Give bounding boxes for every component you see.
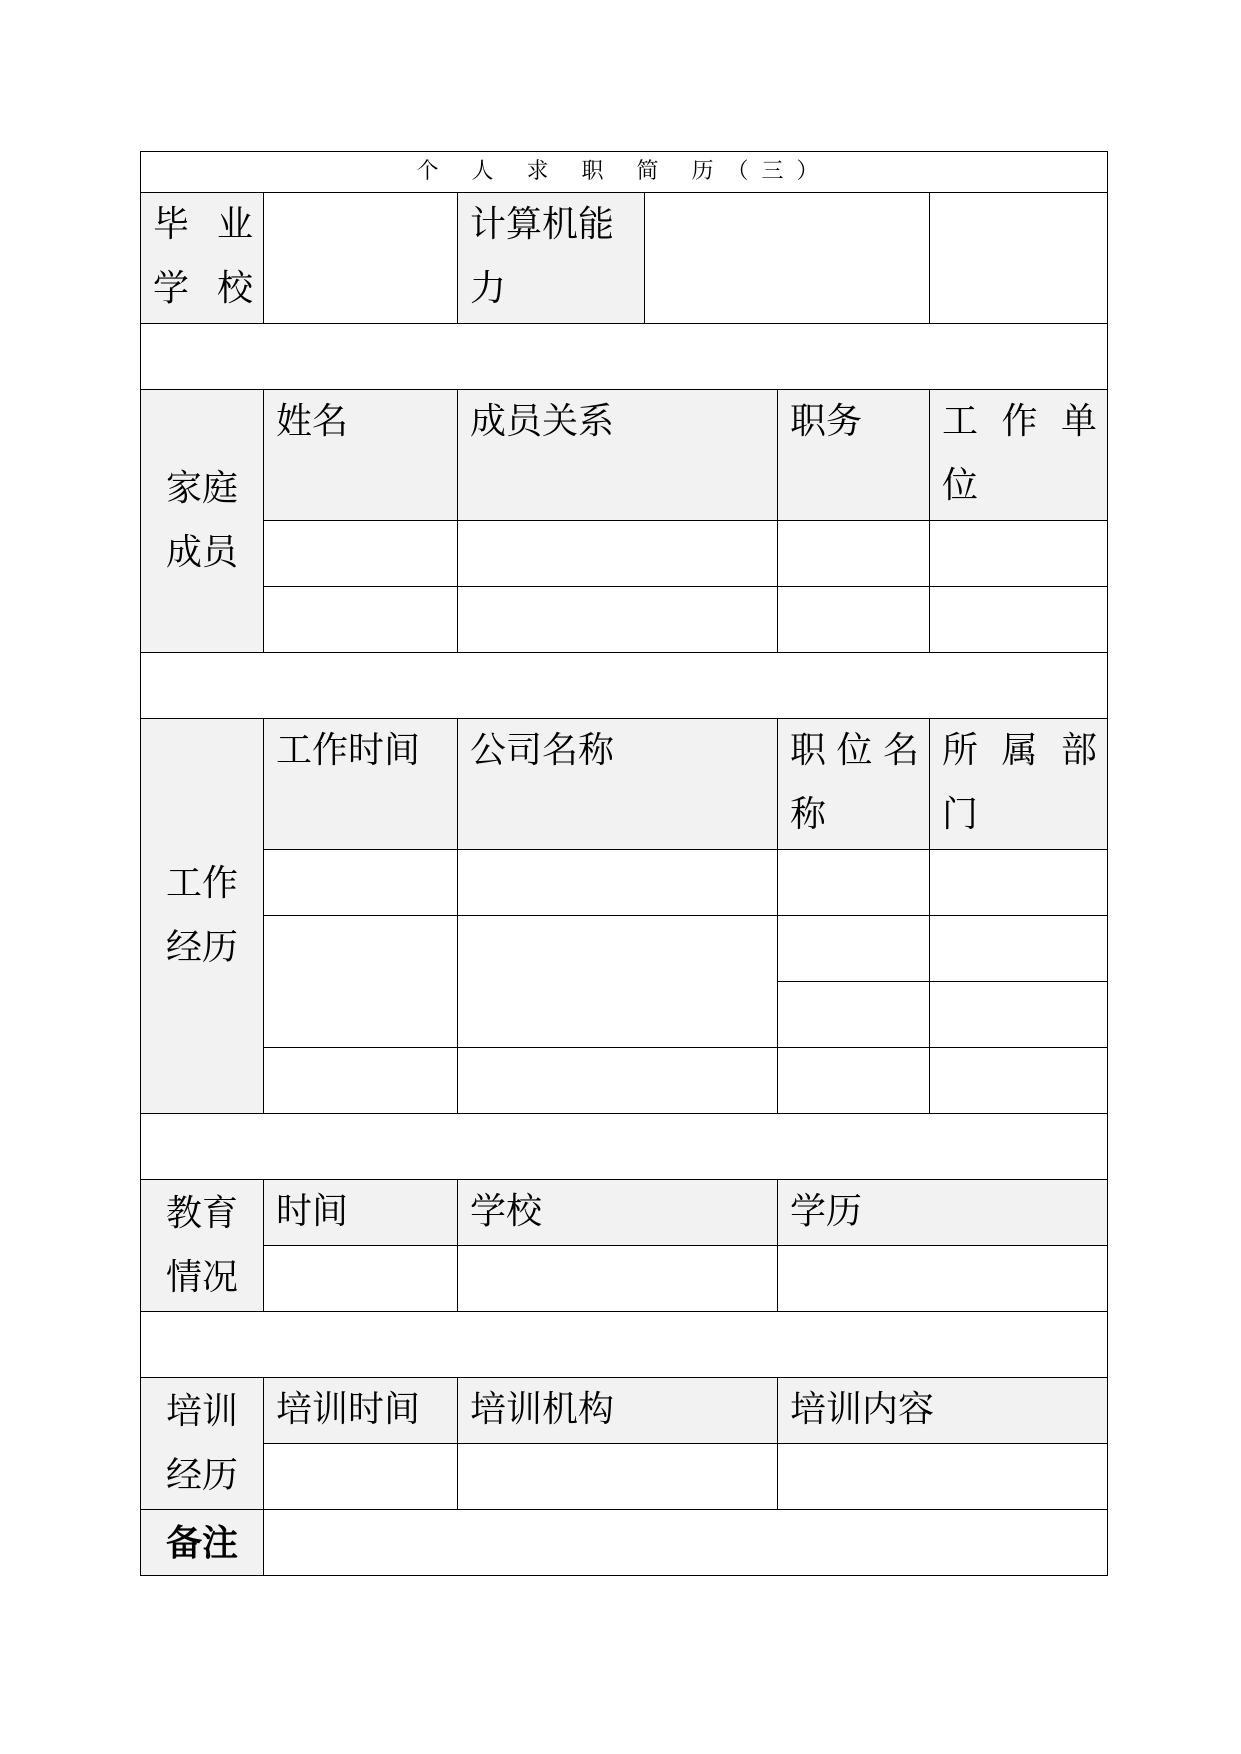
work-header-title: 职位名称 (778, 719, 930, 850)
training-time-field[interactable] (264, 1444, 458, 1510)
work-department-field[interactable] (930, 1048, 1108, 1114)
education-section-label: 教育情况 (141, 1180, 264, 1312)
work-period-field[interactable] (264, 916, 458, 1048)
work-department-field[interactable] (930, 916, 1108, 982)
family-header-name: 姓名 (264, 390, 458, 521)
spacer-row (141, 1114, 1108, 1180)
spacer-row (141, 653, 1108, 719)
work-department-field[interactable] (930, 850, 1108, 916)
work-period-field[interactable] (264, 850, 458, 916)
training-header-time: 培训时间 (264, 1378, 458, 1444)
family-relation-field[interactable] (458, 521, 778, 587)
work-section-label: 工作经历 (141, 719, 264, 1114)
work-header-department: 所 属 部门 (930, 719, 1108, 850)
spacer-row (141, 324, 1108, 390)
family-header-workplace: 工 作 单位 (930, 390, 1108, 521)
family-name-field[interactable] (264, 587, 458, 653)
work-header-company: 公司名称 (458, 719, 778, 850)
education-header-degree: 学历 (778, 1180, 1108, 1246)
training-header-content: 培训内容 (778, 1378, 1108, 1444)
training-header-institution: 培训机构 (458, 1378, 778, 1444)
education-school-field[interactable] (458, 1246, 778, 1312)
work-department-field[interactable] (930, 982, 1108, 1048)
work-period-field[interactable] (264, 1048, 458, 1114)
work-title-field[interactable] (778, 850, 930, 916)
family-position-field[interactable] (778, 521, 930, 587)
school-label: 毕 业 学校 (141, 193, 264, 324)
family-header-position: 职务 (778, 390, 930, 521)
work-title-field[interactable] (778, 916, 930, 982)
family-header-relation: 成员关系 (458, 390, 778, 521)
work-company-field[interactable] (458, 1048, 778, 1114)
family-workplace-field[interactable] (930, 521, 1108, 587)
work-company-field[interactable] (458, 850, 778, 916)
education-header-school: 学校 (458, 1180, 778, 1246)
family-section-label: 家庭成员 (141, 390, 264, 653)
training-section-label: 培训经历 (141, 1378, 264, 1510)
remarks-field[interactable] (264, 1510, 1108, 1576)
work-title-field[interactable] (778, 1048, 930, 1114)
resume-table (140, 151, 1108, 1576)
training-content-field[interactable] (778, 1444, 1108, 1510)
work-title-field[interactable] (778, 982, 930, 1048)
remarks-label: 备注 (141, 1510, 264, 1576)
education-time-field[interactable] (264, 1246, 458, 1312)
photo-cell[interactable] (930, 193, 1108, 324)
family-name-field[interactable] (264, 521, 458, 587)
spacer-row (141, 1312, 1108, 1378)
family-workplace-field[interactable] (930, 587, 1108, 653)
training-institution-field[interactable] (458, 1444, 778, 1510)
work-company-field[interactable] (458, 916, 778, 1048)
page-title: 个 人 求 职 简 历（三） (141, 152, 1108, 193)
computer-skill-label: 计算机能力 (458, 193, 645, 324)
school-field[interactable] (264, 193, 458, 324)
computer-skill-field[interactable] (645, 193, 930, 324)
work-header-period: 工作时间 (264, 719, 458, 850)
family-position-field[interactable] (778, 587, 930, 653)
education-degree-field[interactable] (778, 1246, 1108, 1312)
education-header-time: 时间 (264, 1180, 458, 1246)
family-relation-field[interactable] (458, 587, 778, 653)
